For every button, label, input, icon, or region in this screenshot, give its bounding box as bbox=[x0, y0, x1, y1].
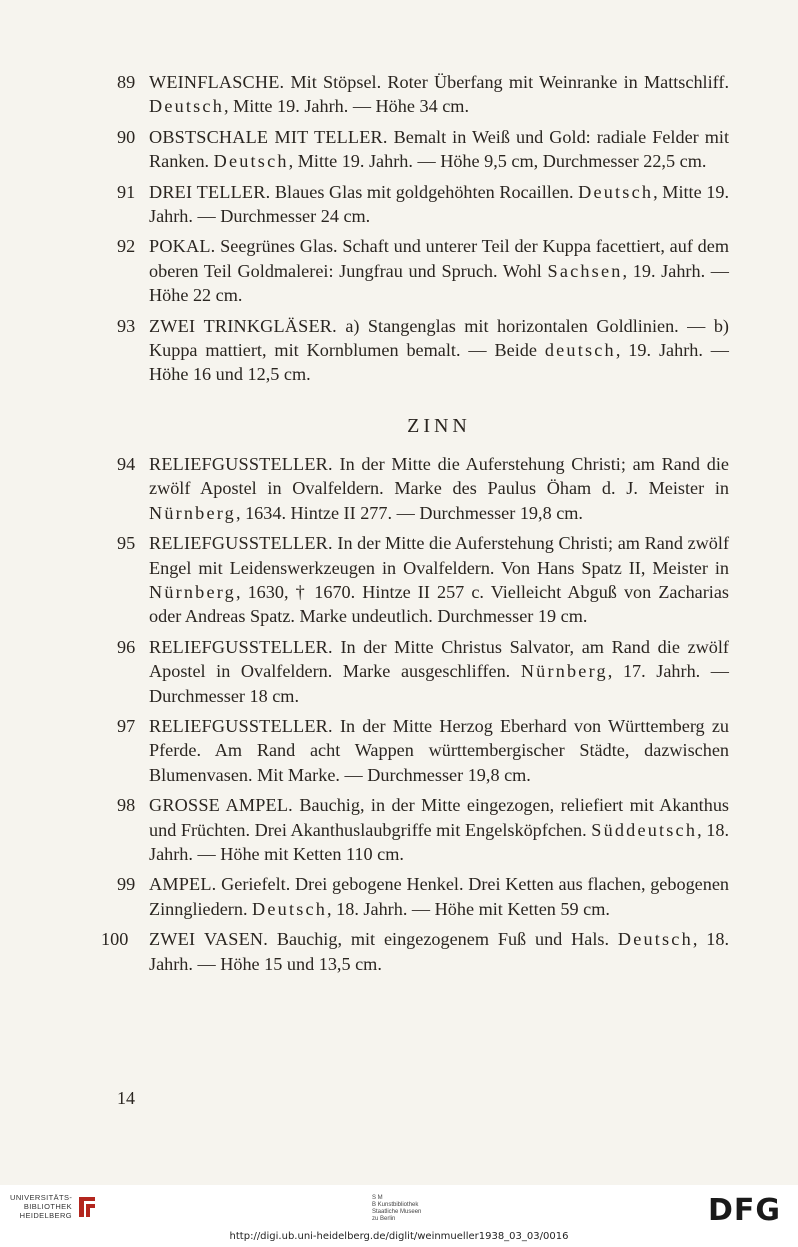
entry-details: , 18. Jahrh. — Höhe mit Ketten 110 cm. bbox=[149, 819, 729, 864]
entry-origin: Deutsch bbox=[149, 96, 224, 117]
section-heading: ZINN bbox=[407, 414, 471, 437]
catalog-entry bbox=[101, 927, 729, 976]
entry-details: , 1634. Hintze II 277. — Durchmesser 19,8 cm. bbox=[235, 502, 583, 523]
entry-description: In der Mitte Christus Salvator, am Rand die zwölf Apostel in Ovalfeldern. Marke ausgeschliffen. bbox=[149, 636, 729, 682]
catalog-entry bbox=[117, 314, 729, 387]
entry-number: 95 bbox=[117, 533, 136, 554]
entry-origin: Deutsch bbox=[252, 898, 328, 919]
entry-number: 100 bbox=[101, 929, 129, 950]
catalog-entry bbox=[117, 234, 729, 307]
entry-origin: Deutsch bbox=[213, 151, 289, 172]
page-number: 14 bbox=[117, 1088, 135, 1108]
entry-number: 94 bbox=[117, 453, 136, 474]
entry-details: , Mitte 19. Jahrh. — Durchmesser 24 cm. bbox=[149, 181, 729, 227]
catalog-entry bbox=[117, 531, 729, 629]
entry-description: Mit Stöpsel. Roter Überfang mit Weinranke in Mattschliff. bbox=[284, 72, 729, 92]
entry-title: GROSSE AMPEL. bbox=[149, 795, 293, 816]
entry-number: 98 bbox=[117, 795, 136, 816]
entry-description: Bauchig, in der Mitte eingezogen, reliefiert mit Akanthus und Früchten. Drei Akanthuslaubgriffe mit Engelsköpfchen. bbox=[149, 795, 729, 840]
entry-number: 97 bbox=[117, 715, 136, 736]
smb-logo-line: Staatliche Museen bbox=[372, 1209, 422, 1215]
catalog-entry bbox=[117, 70, 729, 119]
dfg-logo[interactable]: DFG bbox=[708, 1193, 782, 1228]
smb-logo-line: B Kunstbibliothek bbox=[372, 1202, 419, 1208]
glass-entries bbox=[117, 70, 729, 387]
entry-title: RELIEFGUSSTELLER. bbox=[149, 533, 333, 554]
entry-origin: Nürnberg bbox=[149, 502, 236, 523]
entry-details: , Mitte 19. Jahrh. — Höhe 9,5 cm, Durchmesser 22,5 cm. bbox=[288, 151, 707, 172]
catalog-entry bbox=[117, 125, 729, 174]
entry-details: , 19. Jahrh. — Höhe 16 und 12,5 cm. bbox=[149, 340, 729, 385]
smb-kunstbibliothek-logo[interactable] bbox=[372, 1195, 421, 1223]
entry-title: RELIEFGUSSTELLER. bbox=[149, 636, 333, 657]
catalog-entry bbox=[117, 180, 729, 229]
entry-title: WEINFLASCHE. bbox=[149, 72, 285, 92]
source-url-link[interactable]: http://digi.ub.uni-heidelberg.de/diglit/weinmueller1938_03_03/0016 bbox=[229, 1231, 569, 1242]
entry-number: 90 bbox=[117, 126, 136, 147]
catalog-entry bbox=[117, 714, 729, 787]
entry-number: 92 bbox=[117, 236, 136, 257]
entry-details: , 1630, † 1670. Hintze II 257 c. Vielleicht Abguß von Zacharias oder Andreas Spatz. Marke undeutlich. Durchmesser 19 cm. bbox=[149, 581, 729, 627]
entry-title: POKAL. bbox=[149, 236, 216, 257]
entry-origin: Nürnberg bbox=[520, 661, 608, 682]
entry-number: 99 bbox=[117, 874, 136, 895]
ub-logo-line: UNIVERSITÄTS- bbox=[10, 1193, 73, 1202]
entry-number: 96 bbox=[117, 636, 136, 657]
entry-details: , 19. Jahrh. — Höhe 22 cm. bbox=[149, 260, 729, 306]
entry-description: a) Stangenglas mit horizontalen Goldlinien. — b) Kuppa mattiert, mit Kornblumen bemalt. — Beide bbox=[149, 315, 729, 361]
ub-logo-line: HEIDELBERG bbox=[19, 1211, 72, 1220]
entry-description: In der Mitte die Auferstehung Christi; am Rand die zwölf Apostel in Ovalfeldern. Marke des Paulus Öham d. J. Meister in bbox=[149, 453, 729, 499]
entry-origin: Nürnberg bbox=[149, 581, 236, 602]
entry-origin: deutsch bbox=[544, 340, 616, 361]
catalog-entry bbox=[117, 452, 729, 525]
catalog-entry bbox=[117, 635, 729, 708]
entry-title: ZWEI VASEN. bbox=[149, 929, 268, 950]
entry-description: Geriefelt. Drei gebogene Henkel. Drei Ketten aus flachen, gebogenen Zinngliedern. bbox=[149, 874, 729, 919]
catalog-entry bbox=[117, 872, 729, 921]
ub-emblem-icon bbox=[76, 1193, 98, 1221]
entry-description: Bemalt in Weiß und Gold: radiale Felder mit Ranken. bbox=[149, 126, 729, 172]
zinn-entries bbox=[101, 452, 729, 976]
entry-description: In der Mitte die Auferstehung Christi; am Rand zwölf Engel mit Leidenswerkzeugen in Ovalfeldern. Von Hans Spatz II, Meister in bbox=[149, 533, 729, 578]
entry-description: Blaues Glas mit goldgehöhten Rocaillen. bbox=[270, 181, 579, 202]
entry-details: , Mitte 19. Jahrh. — Höhe 34 cm. bbox=[224, 96, 469, 117]
entry-title: ZWEI TRINKGLÄSER. bbox=[149, 315, 337, 336]
entry-title: RELIEFGUSSTELLER. bbox=[149, 453, 333, 474]
entry-description: Seegrünes Glas. Schaft und unterer Teil der Kuppa facettiert, auf dem oberen Teil Goldmalerei: Jungfrau und Spruch. Wohl bbox=[149, 236, 729, 281]
entry-details: , 17. Jahrh. — Durchmesser 18 cm. bbox=[149, 661, 729, 706]
entry-number: 91 bbox=[117, 181, 136, 202]
ub-heidelberg-logo[interactable] bbox=[10, 1193, 72, 1220]
entry-origin: Süddeutsch bbox=[591, 819, 698, 840]
smb-logo-line: zu Berlin bbox=[372, 1216, 396, 1222]
entry-origin: Sachsen bbox=[547, 260, 623, 281]
entry-origin: Deutsch bbox=[617, 929, 693, 950]
entry-description: In der Mitte Herzog Eberhard von Württemberg zu Pferde. Am Rand acht Wappen württembergischer Städte, dazwischen Blumenvasen. Mit Marke. — Durchmesser 19,8 cm. bbox=[149, 715, 729, 785]
entry-origin: Deutsch bbox=[578, 181, 654, 202]
ub-logo-line: BIBLIOTHEK bbox=[23, 1202, 72, 1211]
entry-details: , 18. Jahrh. — Höhe 15 und 13,5 cm. bbox=[149, 929, 729, 974]
entry-description: Bauchig, mit eingezogenem Fuß und Hals. bbox=[268, 929, 618, 950]
catalog-entry bbox=[117, 793, 729, 866]
entry-title: RELIEFGUSSTELLER. bbox=[149, 715, 333, 736]
entry-number: 89 bbox=[117, 72, 136, 92]
entry-number: 93 bbox=[117, 315, 136, 336]
footer-bar bbox=[0, 1185, 798, 1247]
entry-title: OBSTSCHALE MIT TELLER. bbox=[149, 126, 388, 147]
smb-logo-line: S M bbox=[372, 1195, 383, 1201]
entry-title: AMPEL. bbox=[149, 874, 217, 895]
entry-title: DREI TELLER. bbox=[149, 181, 271, 202]
entry-details: , 18. Jahrh. — Höhe mit Ketten 59 cm. bbox=[327, 898, 610, 919]
catalog-entries bbox=[101, 70, 729, 982]
